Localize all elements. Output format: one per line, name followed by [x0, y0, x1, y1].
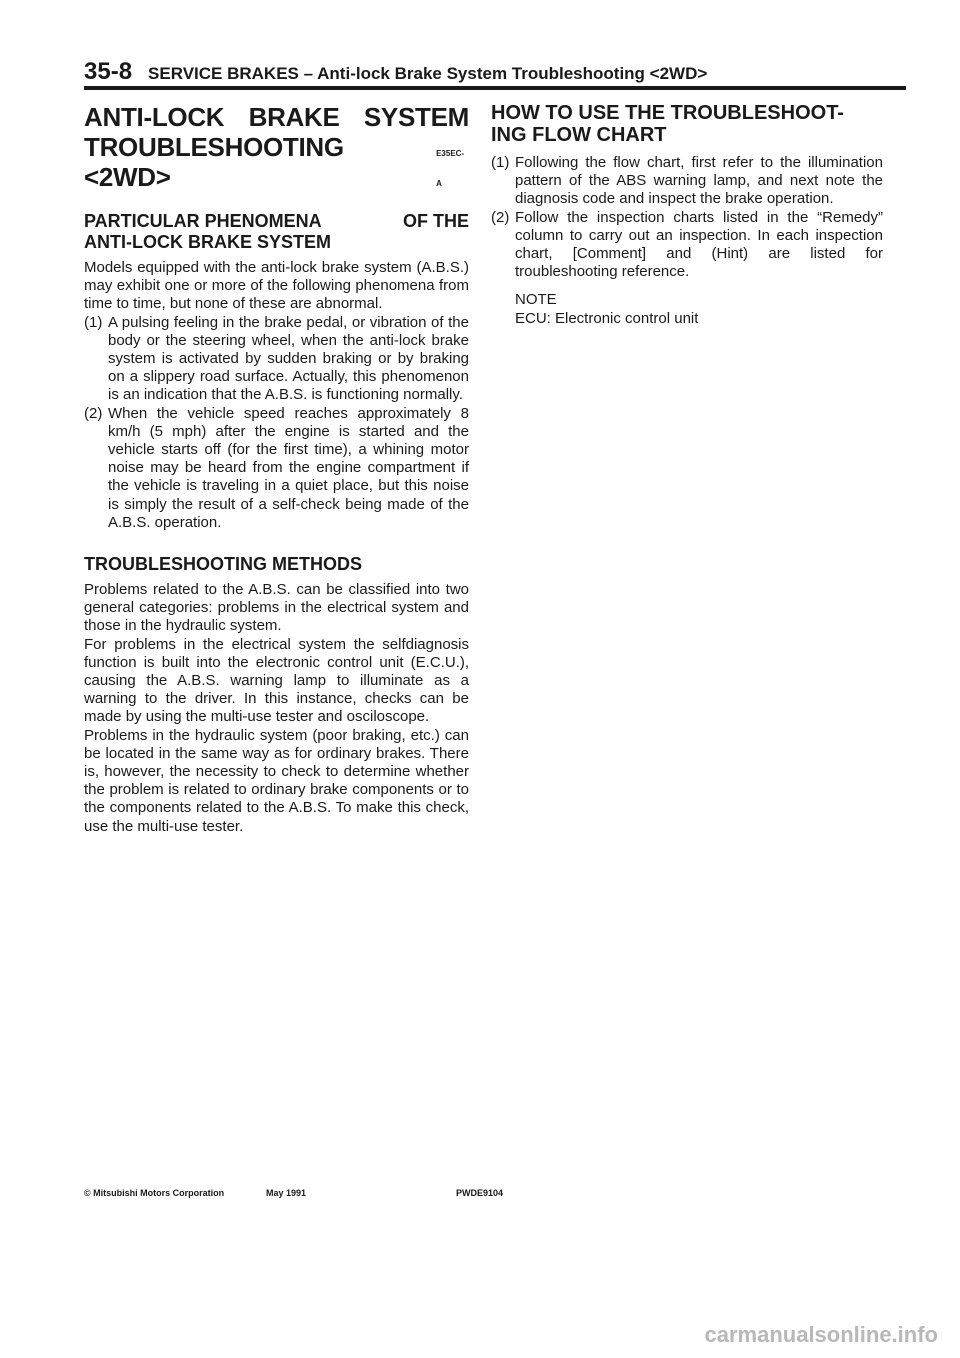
flowchart-title-line-1: HOW TO USE THE TROUBLESHOOT-	[491, 102, 844, 124]
main-title-word-2: BRAKE	[248, 102, 340, 132]
watermark: carmanualsonline.info	[704, 1322, 938, 1347]
footer-date: May 1991	[266, 1188, 307, 1198]
phenomena-item	[84, 314, 469, 405]
main-title-line-2: TROUBLESHOOTING <2WD>	[84, 132, 344, 192]
methods-paragraph-1: Problems related to the A.B.S. can be classified into two general categories: problems in the electrical system and those in the hydraulic system.	[84, 581, 469, 635]
left-column	[84, 102, 469, 836]
section-code: E35EC-A	[436, 149, 465, 188]
note-text: ECU: Electronic control unit	[515, 309, 699, 327]
header-title: SERVICE BRAKES – Anti-lock Brake System Troubleshooting <2WD>	[148, 64, 708, 83]
methods-title: TROUBLESHOOTING METHODS	[84, 554, 362, 575]
spacer	[84, 532, 469, 554]
flowchart-item	[491, 209, 883, 282]
item-text: A pulsing feeling in the brake pedal, or vibration of the body or the steering wheel, when the anti-lock brake system is activated by sudden braking or by braking on a slippery road surface. Actually, this phenomenon is an indication that the A.B.S. is functioning normally.	[108, 313, 469, 404]
phenomena-title	[84, 211, 469, 253]
phenomena-intro: Models equipped with the anti-lock brake system (A.B.S.) may exhibit one or more of the following phenomena from time to time, but none of these are abnormal.	[84, 259, 469, 313]
note-label: NOTE	[515, 291, 557, 309]
item-text: Following the flow chart, first refer to the illumination pattern of the ABS warning lamp, and next note the diagnosis code and inspect the brake operation.	[515, 154, 883, 208]
main-title-word-1: ANTI-LOCK	[84, 102, 225, 132]
phenomena-title-part-1: PARTICULAR PHENOMENA	[84, 211, 322, 231]
phenomena-item	[84, 405, 469, 532]
phenomena-title-line-2: ANTI-LOCK BRAKE SYSTEM	[84, 232, 331, 252]
main-title-word-3: SYSTEM	[363, 102, 469, 132]
methods-paragraph-3: Problems in the hydraulic system (poor braking, etc.) can be located in the same way as for ordinary brakes. There is, however, the necessity to check to determine whether the problem is related to ordinary brake components or to the components related to the A.B.S. To make this check, use the multi-use tester.	[84, 726, 469, 835]
phenomena-title-part-2: OF THE	[403, 211, 469, 231]
item-text: When the vehicle speed reaches approximately 8 km/h (5 mph) after the engine is started and the vehicle starts off (for the first time), a whining motor noise may be heard from the engine compartment if the vehicle is traveling in a quiet place, but this noise is simply the result of a self-check being made of the A.B.S. operation.	[108, 404, 469, 531]
page-number: 35-8	[84, 58, 133, 85]
item-number: (1)	[491, 154, 510, 171]
header-rule	[84, 86, 906, 90]
methods-paragraph-2: For problems in the electrical system the selfdiagnosis function is built into the electronic control unit (E.C.U.), causing the A.B.S. warning lamp to illuminate as a warning to the driver. In this instance, checks can be made by using the multi-use tester and osciloscope.	[84, 635, 469, 726]
right-column	[491, 102, 883, 328]
item-number: (1)	[84, 313, 103, 331]
flowchart-title-line-2: ING FLOW CHART	[491, 124, 667, 146]
item-text: Follow the inspection charts listed in the “Remedy” column to carry out an inspection. In each inspection chart, [Comment] and (Hint) are listed for troubleshooting reference.	[515, 208, 883, 281]
note-block	[491, 291, 883, 327]
item-number: (2)	[491, 208, 510, 226]
item-number: (2)	[84, 404, 103, 422]
footer-copyright: © Mitsubishi Motors Corporation	[84, 1188, 225, 1198]
main-title	[84, 102, 469, 199]
flowchart-item	[491, 154, 883, 209]
page-header	[84, 58, 904, 98]
flowchart-title	[491, 102, 883, 146]
footer-doc-code: PWDE9104	[456, 1188, 504, 1198]
